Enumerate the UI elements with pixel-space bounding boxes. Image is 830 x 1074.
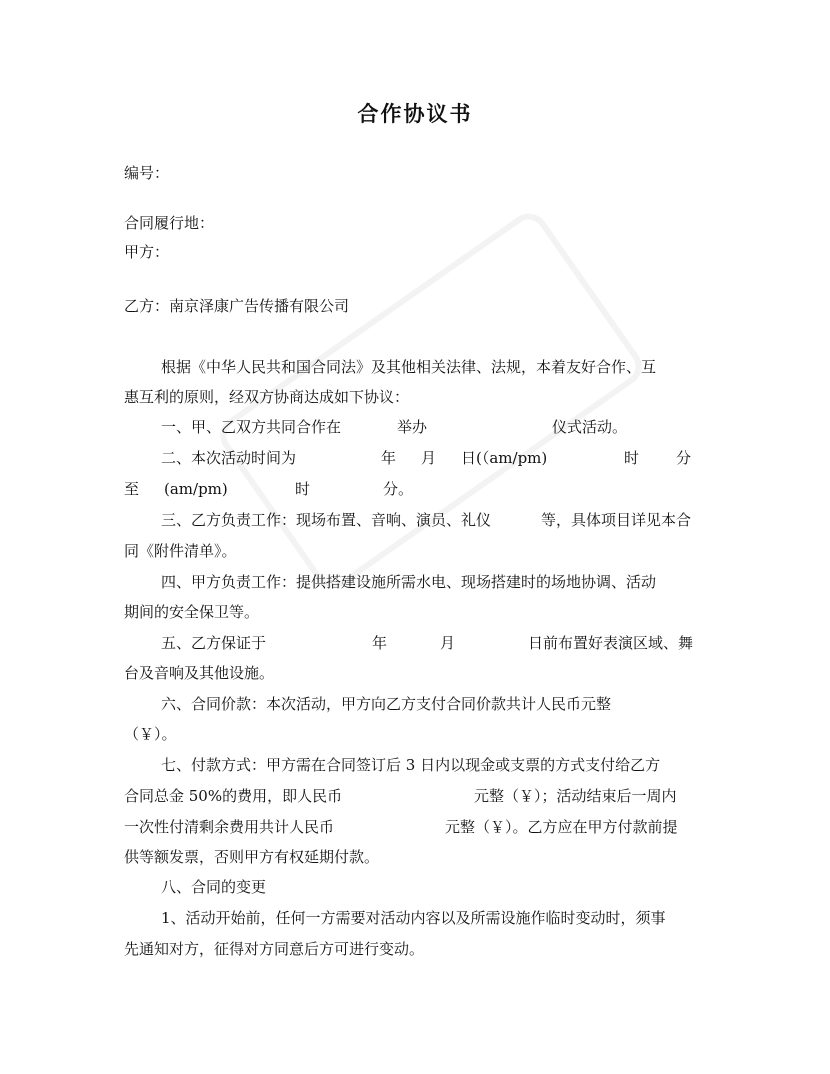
clause-2-hour: 时	[624, 449, 640, 467]
clause-1-part-b: 举办	[397, 418, 428, 436]
clause-8-item-1-line-1: 1、活动开始前，任何一方需要对活动内容以及所需设施作临时变动时，须事	[161, 909, 666, 927]
clause-6-line-2: （￥）。	[124, 725, 177, 743]
intro-line-1: 根据《中华人民共和国合同法》及其他相关法律、法规，本着友好合作、互	[161, 358, 657, 376]
clause-2-part-a: 二、本次活动时间为	[161, 449, 297, 467]
clause-1-part-c: 仪式活动。	[552, 418, 628, 436]
clause-7-line-4: 供等额发票，否则甲方有权延期付款。	[124, 848, 380, 866]
clause-7-line-1: 七、付款方式：甲方需在合同签订后 3 日内以现金或支票的方式支付给乙方	[161, 756, 661, 774]
clause-4-line-1: 四、甲方负责工作：提供搭建设施所需水电、现场搭建时的场地协调、活动	[161, 573, 657, 591]
intro-line-2: 惠互利的原则，经双方协商达成如下协议：	[124, 388, 410, 406]
clause-3-part-b: 等，具体项目详见本合	[541, 511, 692, 529]
clause-2-day: 日(（am/pm)	[461, 449, 548, 467]
clause-2-year: 年	[381, 449, 397, 467]
clause-6-line-1: 六、合同价款：本次活动，甲方向乙方支付合同价款共计人民币元整	[161, 695, 612, 713]
clause-8-heading: 八、合同的变更	[161, 878, 267, 896]
clause-5-year: 年	[372, 634, 388, 652]
clause-1-part-a: 一、甲、乙双方共同合作在	[161, 418, 342, 436]
clause-2-end-minute: 分。	[383, 480, 414, 498]
clause-5-line-2: 台及音响及其他设施。	[124, 664, 275, 682]
clause-2-end-hour: 时	[295, 480, 311, 498]
clause-7-line-3-b: 元整（￥）。乙方应在甲方付款前提	[445, 818, 678, 836]
document-title: 合作协议书	[357, 102, 473, 126]
clause-7-line-2-a: 合同总金 50%的费用，即人民币	[124, 787, 343, 805]
clause-7-line-3-a: 一次性付清剩余费用共计人民币	[124, 818, 335, 836]
party-a-label: 甲方：	[124, 243, 170, 261]
clause-4-line-2: 期间的安全保卫等。	[124, 603, 260, 621]
clause-5-month: 月	[440, 634, 456, 652]
clause-5-part-a: 五、乙方保证于	[161, 634, 267, 652]
party-b-label: 乙方：南京泽康广告传播有限公司	[124, 297, 350, 315]
clause-8-item-1-line-2: 先通知对方，征得对方同意后方可进行变动。	[124, 940, 425, 958]
location-field-label: 合同履行地：	[124, 214, 215, 232]
clause-5-part-d: 日前布置好表演区域、舞	[528, 634, 694, 652]
clause-2-month: 月	[421, 449, 437, 467]
number-field-label: 编号：	[124, 164, 170, 182]
clause-3-part-a: 三、乙方负责工作：现场布置、音响、演员、礼仪	[161, 511, 492, 529]
clause-7-line-2-b: 元整（￥）；活动结束后一周内	[474, 787, 677, 805]
clause-2-minute: 分	[676, 449, 692, 467]
clause-3-line-2: 同《附件清单》。	[124, 542, 237, 560]
clause-2-to: 至	[124, 480, 140, 498]
clause-2-ampm: (am/pm)	[164, 480, 228, 498]
